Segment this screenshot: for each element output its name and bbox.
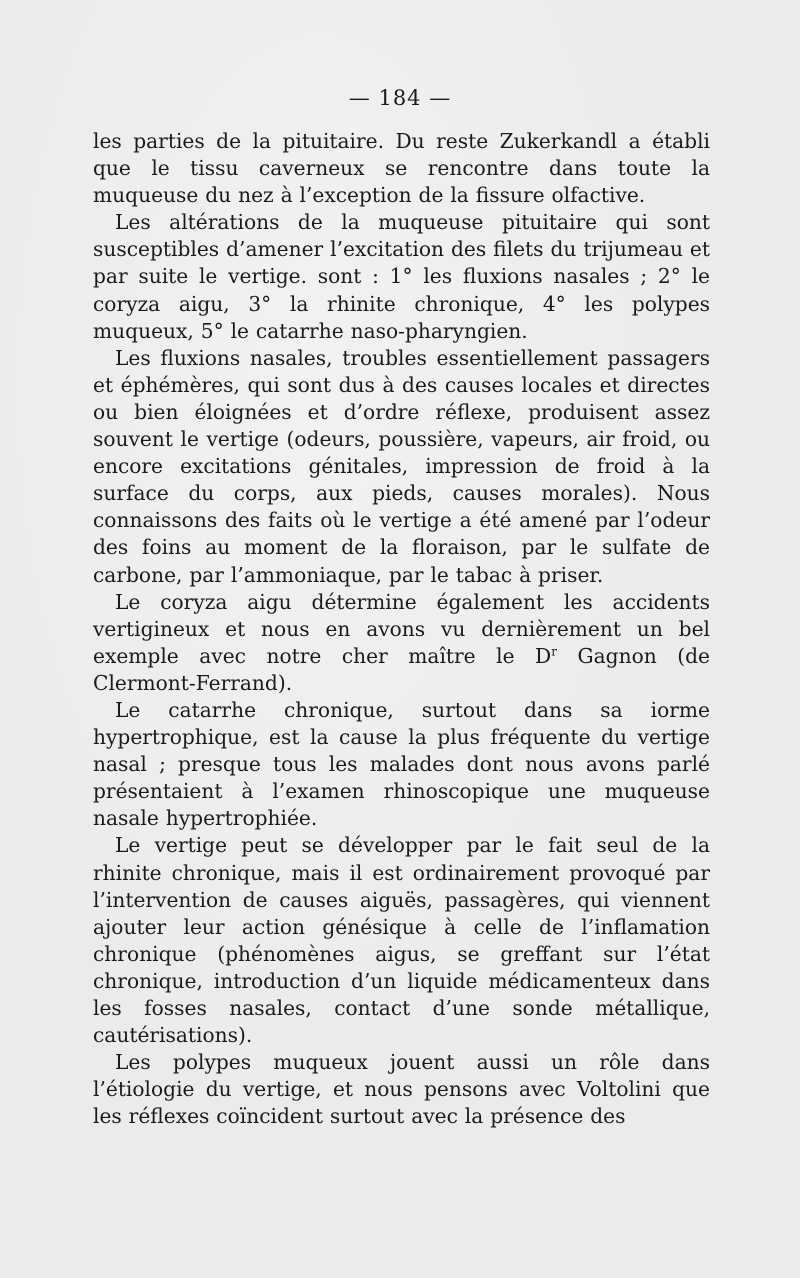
paragraph-1: les parties de la pituitaire. Du reste Zukerkandl a établi que le tissu caverneux se rencontre dans toute la muqueuse du nez à l’exception de la fissure olfactive.	[93, 129, 710, 208]
paragraph-4-part-2: Gagnon (de Clermont-Ferrand).	[93, 643, 710, 695]
paragraph-4-part-1: Le coryza aigu détermine également les accidents vertigineux et nous en avons vu dernièrement un bel exemple avec notre cher maître le D	[93, 589, 710, 668]
paragraph-5: Le catarrhe chronique, surtout dans sa iorme hypertrophique, est la cause la plus fréquente du vertige nasal ; presque tous les malades dont nous avons parlé présentaient à l’examen rhinoscopique une muqueuse nasale hypertrophiée.	[93, 697, 710, 831]
paragraph-3: Les fluxions nasales, troubles essentiellement passagers et éphémères, qui sont dus à des causes locales et directes ou bien éloignées et d’ordre réflexe, produisent assez souvent le vertige (odeurs, poussière, vapeurs, air froid, ou encore excitations génitales, impression de froid à la surface du corps, aux pieds, causes morales). Nous connaissons des faits où le vertige a été amené par l’odeur des foins au moment de la floraison, par le sulfate de carbone, par l’ammoniaque, par le tabac à priser.	[93, 345, 710, 587]
superscript-r: r	[551, 644, 557, 659]
paragraph-2: Les altérations de la muqueuse pituitaire qui sont susceptibles d’amener l’excitation des filets du trijumeau et par suite le vertige. sont : 1° les fluxions nasales ; 2° le coryza aigu, 3° la rhinite chronique, 4° les polypes muqueux, 5° le catarrhe naso-pharyngien.	[93, 210, 710, 343]
paragraph-4	[93, 589, 710, 697]
paragraph-7: Les polypes muqueux jouent aussi un rôle dans l’étiologie du vertige, et nous pensons avec Voltolini que les réflexes coïncident surtout avec la présence des	[93, 1050, 710, 1129]
page-number: — 184 —	[348, 86, 452, 110]
body-text	[93, 128, 710, 1130]
paragraph-6: Le vertige peut se développer par le fait seul de la rhinite chronique, mais il est ordinairement provoqué par l’intervention de causes aiguës, passagères, qui viennent ajouter leur action génésique à celle de l’inflamation chronique (phénomènes aigus, se greffant sur l’état chronique, introduction d’un liquide médicamenteux dans les fosses nasales, contact d’une sonde métallique, cautérisations).	[93, 833, 710, 1048]
